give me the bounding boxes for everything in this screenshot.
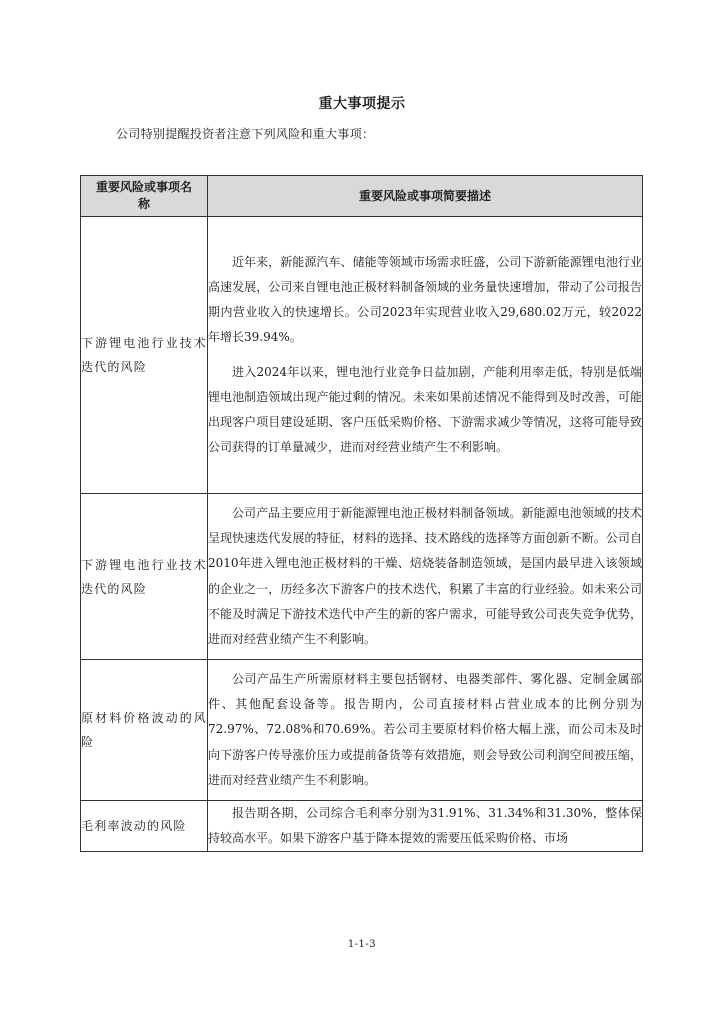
risk-description-paragraph: 进入2024年以来，锂电池行业竞争日益加剧，产能利用率走低，特别是低端锂电池制造领域出现产能过剩的情况。未来如果前述情况不能得到及时改善，可能出现客户项目建设延期、客户压低采购价格、下游需求减少等情况，这将可能导致公司获得的订单量减少，进而对经营业绩产生不利影响。 — [208, 364, 642, 455]
header-risk-name-label: 重要风险或事项名称 — [95, 180, 192, 211]
header-risk-name — [81, 176, 208, 217]
risk-description-cell — [208, 494, 643, 660]
risk-description-paragraph: 近年来，新能源汽车、储能等领域市场需求旺盛，公司下游新能源锂电池行业高速发展，公司来自锂电池正极材料制备领域的业务量快速增加，带动了公司报告期内营业收入的快速增长。公司2023年实现营业收入29,680.02万元，较2022年增长39.94%。 — [208, 254, 642, 345]
risk-name-cell: 毛利率波动的风险 — [81, 801, 208, 852]
risk-description-paragraph: 公司产品生产所需原材料主要包括钢材、电器类部件、雾化器、定制金属部件、其他配套设备等。报告期内，公司直接材料占营业成本的比例分别为72.97%、72.08%和70.69%。若公司主要原材料价格大幅上涨，而公司未及时向下游客户传导涨价压力或提前备货等有效措施，则会导致公司利润空间被压缩，进而对经营业绩产生不利影响。 — [208, 671, 642, 787]
risk-description-cell — [208, 217, 643, 494]
intro-text: 公司特别提醒投资者注意下列风险和重大事项： — [116, 127, 375, 141]
header-risk-description — [208, 176, 643, 217]
risk-name-cell: 下游锂电池行业技术迭代的风险 — [81, 217, 208, 494]
page-number: 1-1-3 — [347, 939, 377, 950]
risk-name-cell: 下游锂电池行业技术迭代的风险 — [81, 494, 208, 660]
table-row — [81, 660, 643, 801]
risk-description-paragraph: 公司产品主要应用于新能源锂电池正极材料制备领域。新能源电池领域的技术呈现快速迭代发展的特征，材料的选择、技术路线的选择等方面创新不断。公司自2010年进入锂电池正极材料的干燥、焙烧装备制造领域，是国内最早进入该领域的企业之一，历经多次下游客户的技术迭代，积累了丰富的行业经验。如未来公司不能及时满足下游技术迭代中产生的新的客户需求，可能导致公司丧失竞争优势，进而对经营业绩产生不利影响。 — [208, 505, 642, 646]
table-header-row — [81, 176, 643, 217]
table-row — [81, 217, 643, 494]
page-title: 重大事项提示 — [318, 96, 406, 112]
risk-table — [80, 175, 643, 852]
risk-description-paragraph: 报告期各期，公司综合毛利率分别为31.91%、31.34%和31.30%，整体保持较高水平。如果下游客户基于降本提效的需要压低采购价格、市场 — [208, 806, 642, 846]
table-row — [81, 494, 643, 660]
header-risk-description-label: 重要风险或事项简要描述 — [358, 188, 491, 203]
risk-description-cell — [208, 801, 643, 852]
table-row — [81, 801, 643, 852]
risk-description-cell — [208, 660, 643, 801]
risk-name-cell: 原材料价格波动的风险 — [81, 660, 208, 801]
